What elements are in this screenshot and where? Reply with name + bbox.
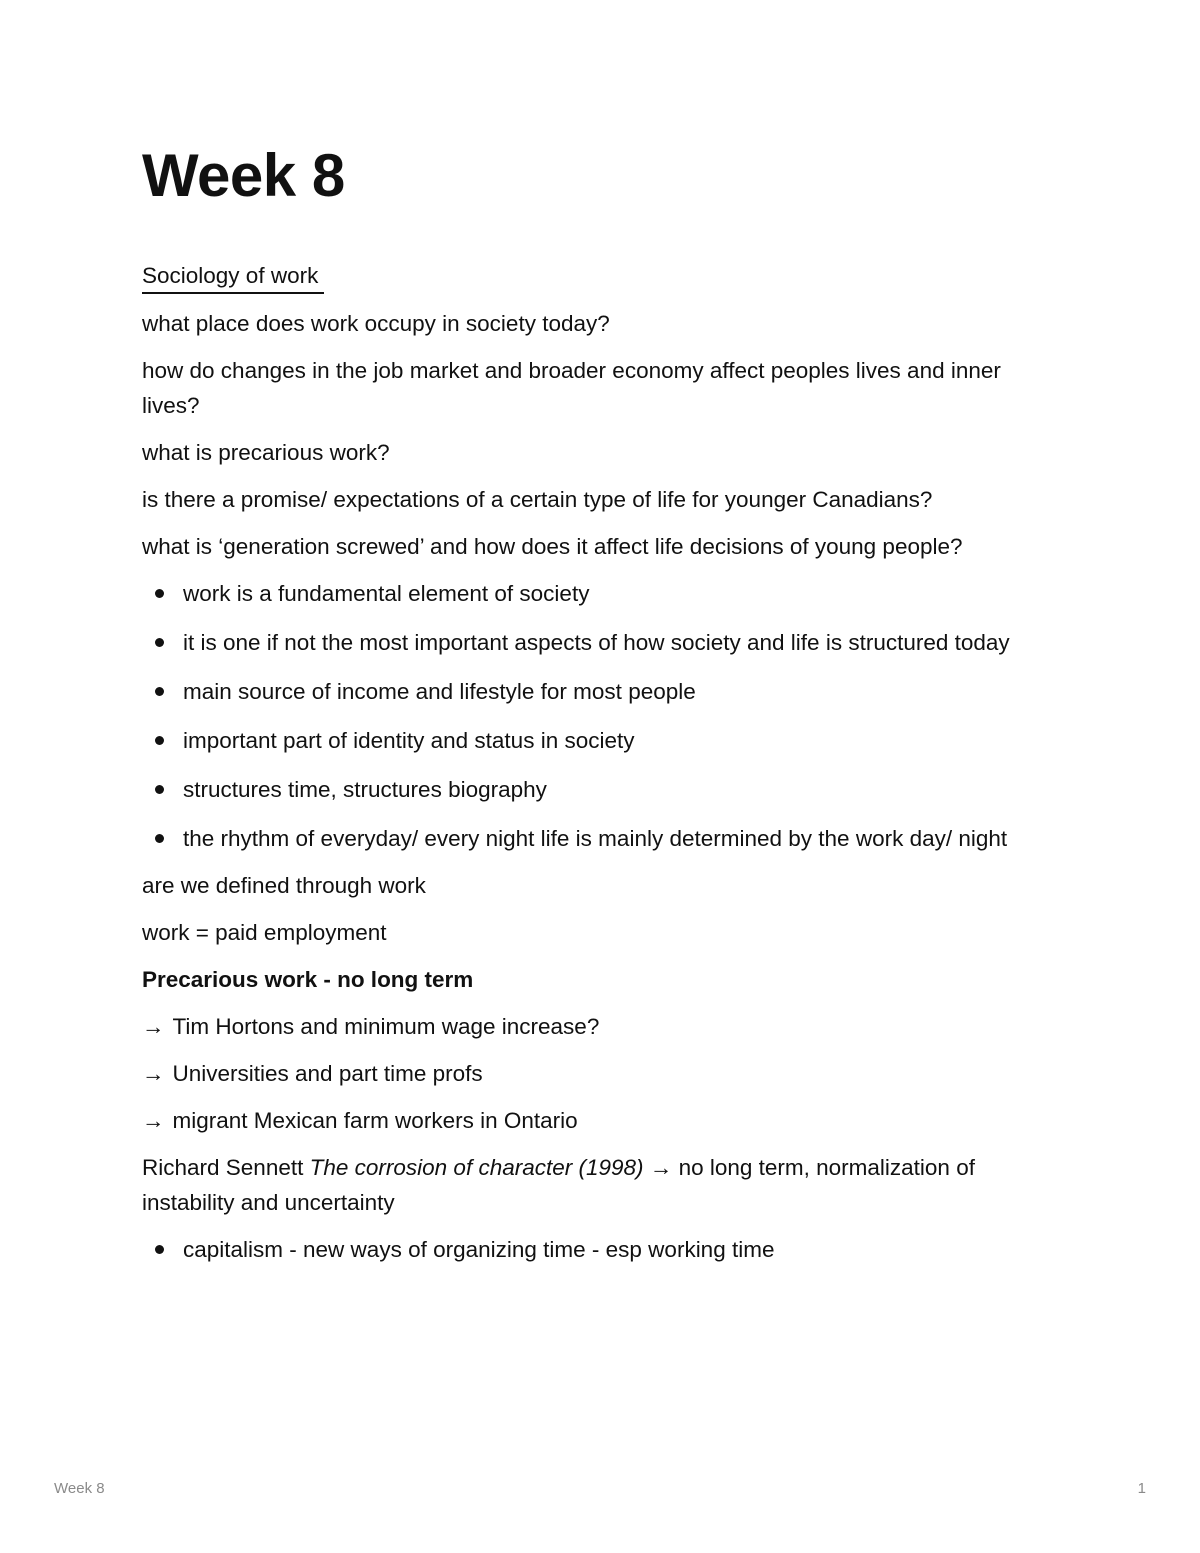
bullet-dot-icon <box>155 1245 164 1254</box>
sennett-note: → no long term, normalization of instability and uncertainty <box>142 1155 975 1215</box>
example-2: → Universities and part time profs <box>142 1061 483 1086</box>
question-3: what is precarious work? <box>142 440 390 465</box>
note-body <box>142 258 1062 1279</box>
arrow-right-icon: → <box>142 1061 165 1086</box>
list-item: capitalism - new ways of organizing time - esp working time <box>142 1232 1062 1267</box>
bullet-dot-icon <box>155 589 164 598</box>
arrow-right-icon: → <box>142 1108 165 1133</box>
bullet-list-capitalism <box>142 1232 1062 1267</box>
subheading: Sociology of work <box>142 260 324 294</box>
statement-defined: are we defined through work <box>142 873 426 898</box>
page-title: Week 8 <box>142 142 345 209</box>
bullet-dot-icon <box>155 687 164 696</box>
bullet-list-work <box>142 576 1062 856</box>
list-item: main source of income and lifestyle for most people <box>142 674 1062 709</box>
list-item: it is one if not the most important aspects of how society and life is structured today <box>142 625 1062 660</box>
bullet-dot-icon <box>155 638 164 647</box>
bullet-dot-icon <box>155 736 164 745</box>
list-item: the rhythm of everyday/ every night life is mainly determined by the work day/ night <box>142 821 1062 856</box>
subheading-paragraph <box>142 258 1062 294</box>
author: Richard Sennett <box>142 1155 304 1180</box>
precarious-heading: Precarious work - no long term <box>142 967 474 992</box>
question-4: is there a promise/ expectations of a certain type of life for younger Canadians? <box>142 487 933 512</box>
footer-title: Week 8 <box>54 1480 105 1497</box>
bullet-dot-icon <box>155 834 164 843</box>
sennett-reference <box>142 1150 1062 1220</box>
list-item: work is a fundamental element of society <box>142 576 1062 611</box>
page-number: 1 <box>1137 1480 1146 1497</box>
example-3: → migrant Mexican farm workers in Ontario <box>142 1108 578 1133</box>
list-item: structures time, structures biography <box>142 772 1062 807</box>
bullet-dot-icon <box>155 785 164 794</box>
statement-employment: work = paid employment <box>142 920 387 945</box>
example-1: → Tim Hortons and minimum wage increase? <box>142 1014 600 1039</box>
question-5: what is ‘generation screwed’ and how does it affect life decisions of young people? <box>142 534 963 559</box>
question-1: what place does work occupy in society today? <box>142 311 610 336</box>
book-title: The corrosion of character (1998) <box>309 1155 644 1180</box>
list-item: important part of identity and status in society <box>142 723 1062 758</box>
question-2: how do changes in the job market and broader economy affect peoples lives and inner lives? <box>142 358 1001 418</box>
arrow-right-icon: → <box>142 1014 165 1039</box>
